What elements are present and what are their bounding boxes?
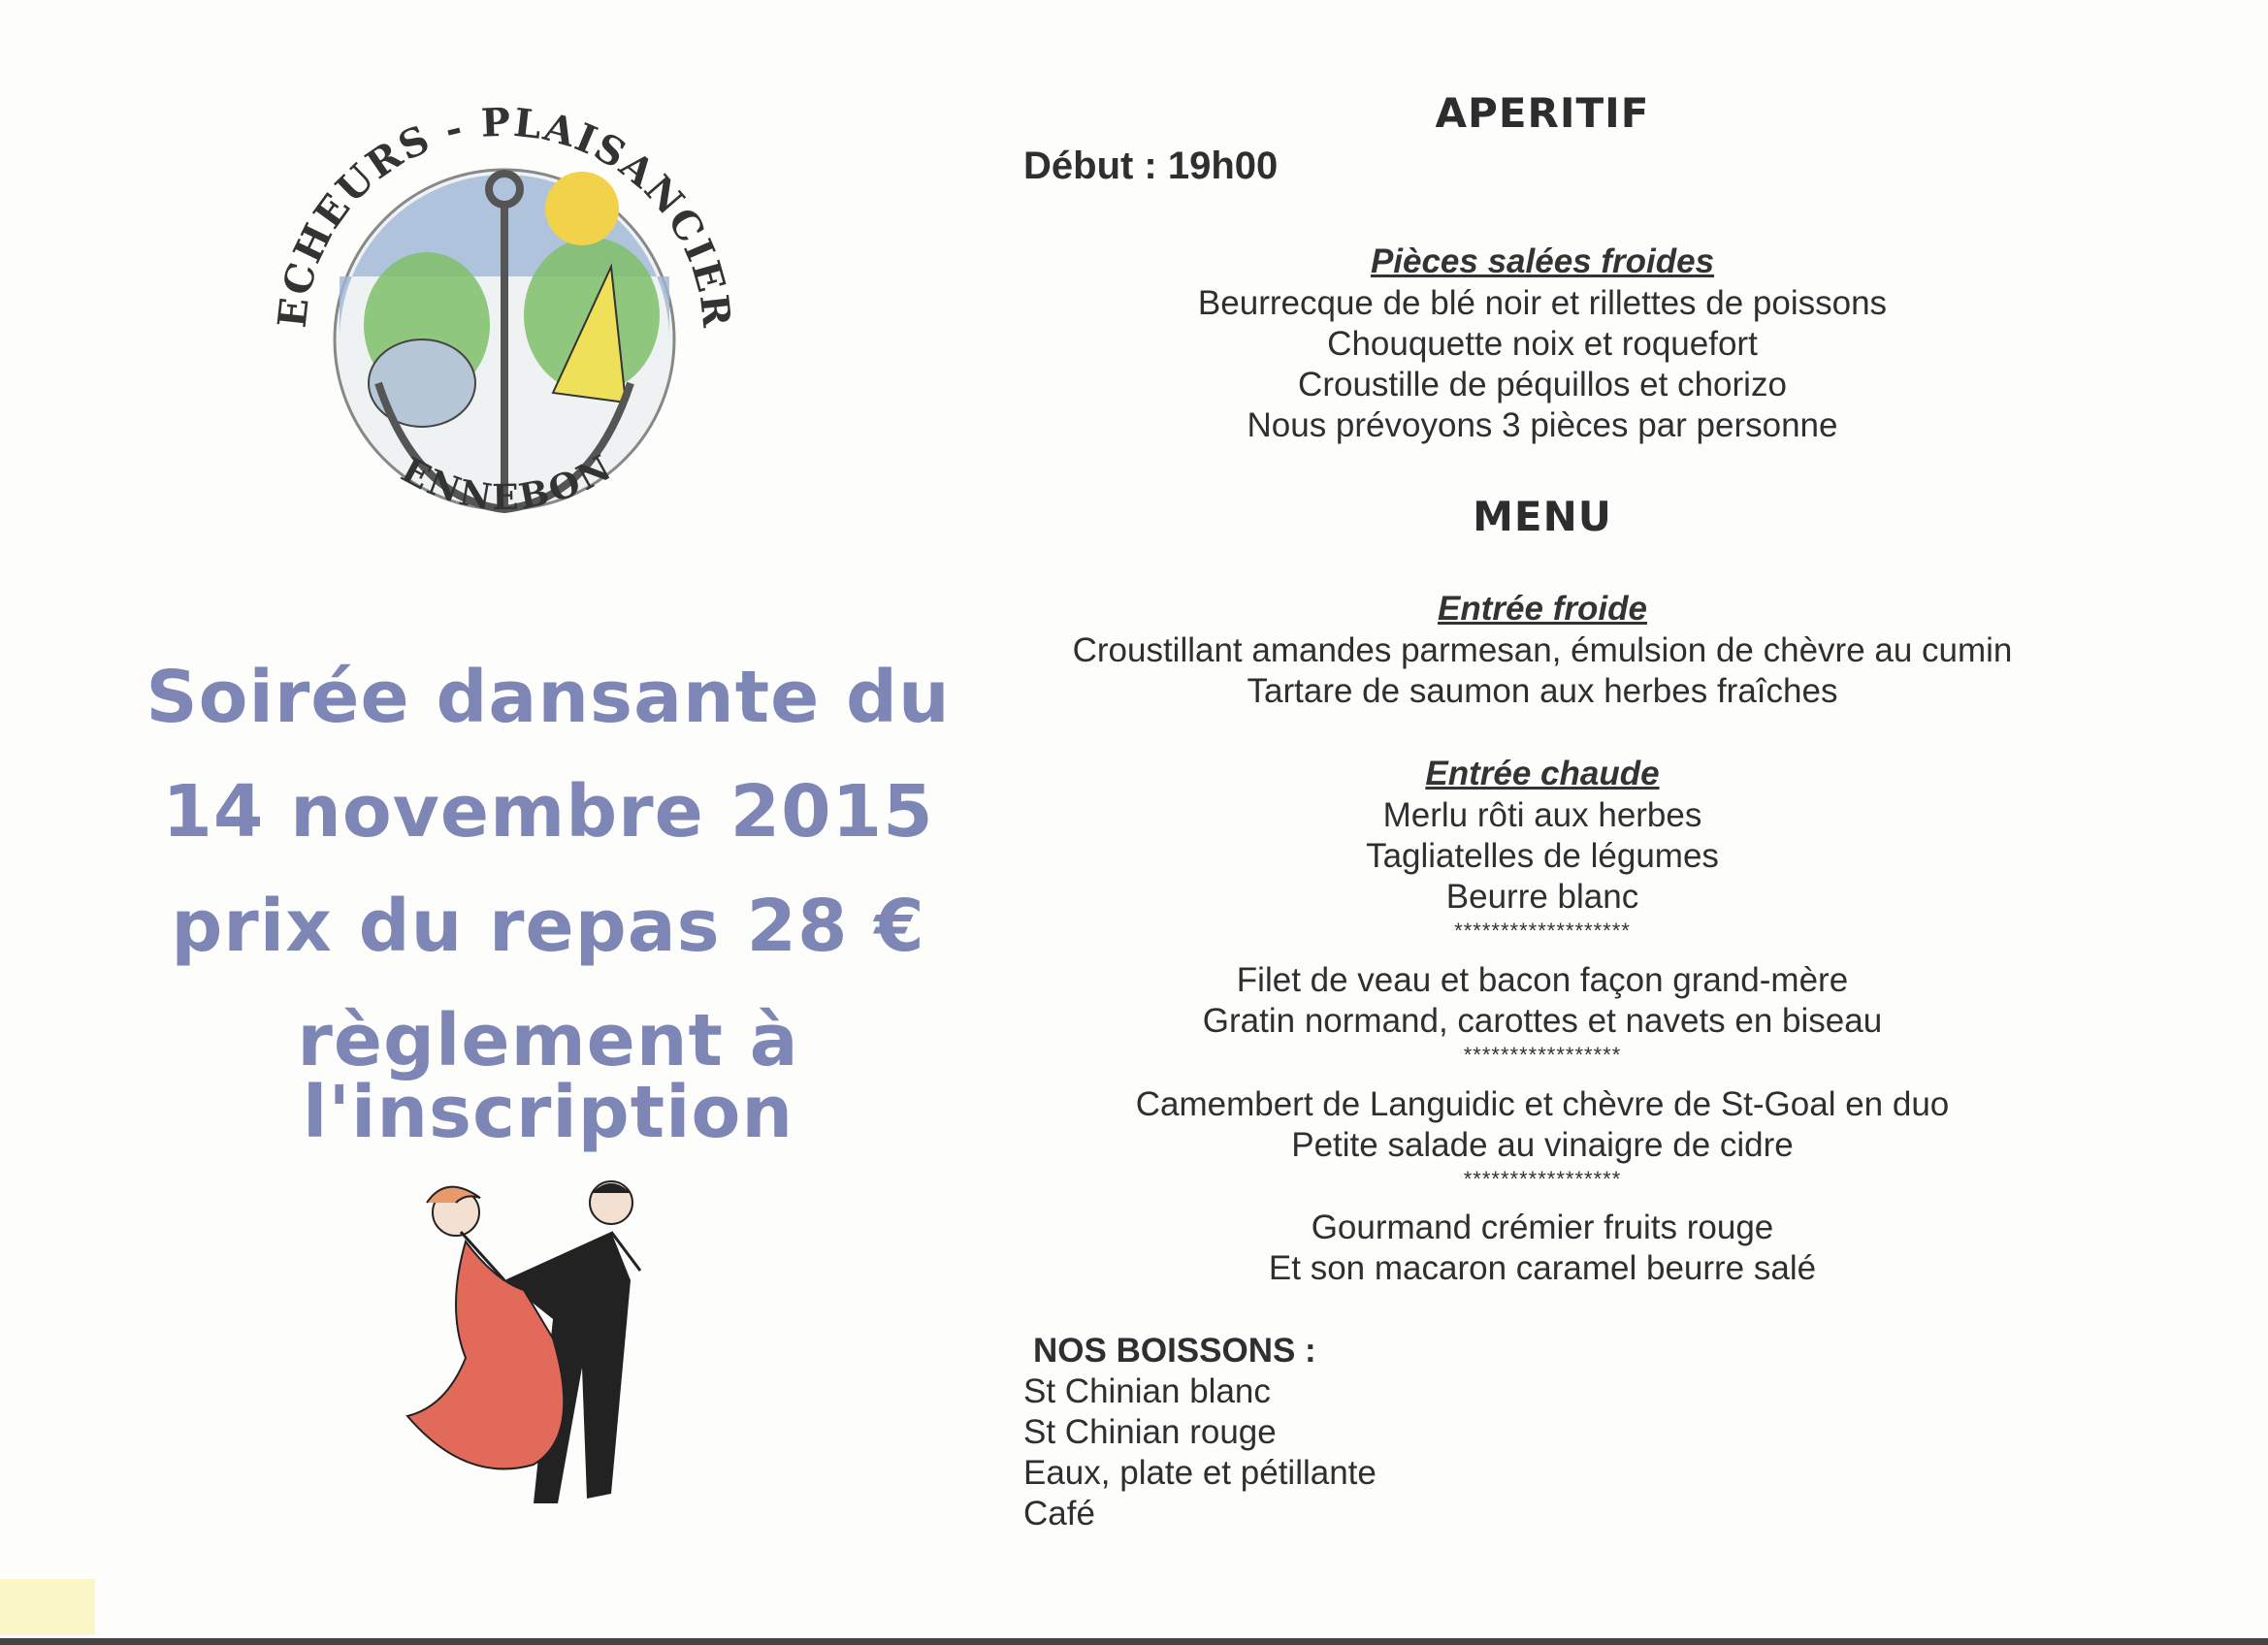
dancing-couple-illustration — [388, 1174, 708, 1542]
aperitif-item: Beurrecque de blé noir et rillettes de poissons — [1197, 284, 1888, 322]
event-price: prix du repas 28 € — [171, 885, 925, 968]
menu-item: Gratin normand, carottes et navets en biseau — [1202, 1002, 1883, 1040]
separator: ***************** — [1463, 1043, 1622, 1067]
separator: ******************* — [1454, 919, 1631, 943]
section-entree-froide: Entrée froide — [1438, 590, 1647, 628]
event-title-line1: Soirée dansante du — [146, 656, 951, 739]
menu-item: Petite salade au vinaigre de cidre — [1291, 1126, 1794, 1164]
boisson-item: St Chinian rouge — [1023, 1413, 1277, 1451]
section-pieces-salees: Pièces salées froides — [1370, 242, 1715, 280]
scan-bottom-edge — [0, 1638, 2268, 1645]
aperitif-item: Chouquette noix et roquefort — [1327, 325, 1758, 363]
menu-item: Croustillant amandes parmesan, émulsion de chèvre au cumin — [1072, 631, 2013, 669]
aperitif-title: APERITIF — [1435, 89, 1650, 137]
menu-item: Merlu rôti aux herbes — [1382, 796, 1702, 834]
menu-item: Et son macaron caramel beurre salé — [1268, 1249, 1817, 1287]
boisson-item: Café — [1023, 1495, 1095, 1532]
club-logo-graphic — [262, 92, 747, 567]
menu-item: Beurre blanc — [1445, 878, 1639, 916]
menu-item: Filet de veau et bacon façon grand-mère — [1236, 961, 1849, 999]
boissons-title: NOS BOISSONS : — [1033, 1332, 1316, 1370]
aperitif-note: Nous prévoyons 3 pièces par personne — [1247, 406, 1838, 444]
dancing-couple-icon — [388, 1174, 708, 1542]
menu-item: Gourmand crémier fruits rouge — [1311, 1209, 1774, 1246]
menu-item: Camembert de Languidic et chèvre de St-Goal en duo — [1135, 1085, 1950, 1123]
start-time: Début : 19h00 — [1023, 145, 1279, 187]
section-entree-chaude: Entrée chaude — [1425, 755, 1660, 792]
scan-corner-tab — [0, 1579, 95, 1635]
club-logo — [262, 92, 747, 567]
logo-top-text: ECHEURS - PLAISANCIER — [269, 99, 740, 332]
menu-item: Tartare de saumon aux herbes fraîches — [1247, 672, 1838, 710]
event-payment: règlement à l'inscription — [297, 999, 799, 1154]
separator: ***************** — [1463, 1167, 1622, 1191]
menu-title: MENU — [1473, 493, 1612, 540]
menu-item: Tagliatelles de légumes — [1366, 837, 1719, 875]
event-date: 14 novembre 2015 — [162, 770, 934, 854]
boisson-item: St Chinian blanc — [1023, 1372, 1271, 1410]
aperitif-item: Croustille de péquillos et chorizo — [1298, 366, 1787, 403]
logo-bottom-text: ENNEBON — [394, 446, 621, 519]
boisson-item: Eaux, plate et pétillante — [1023, 1454, 1377, 1492]
